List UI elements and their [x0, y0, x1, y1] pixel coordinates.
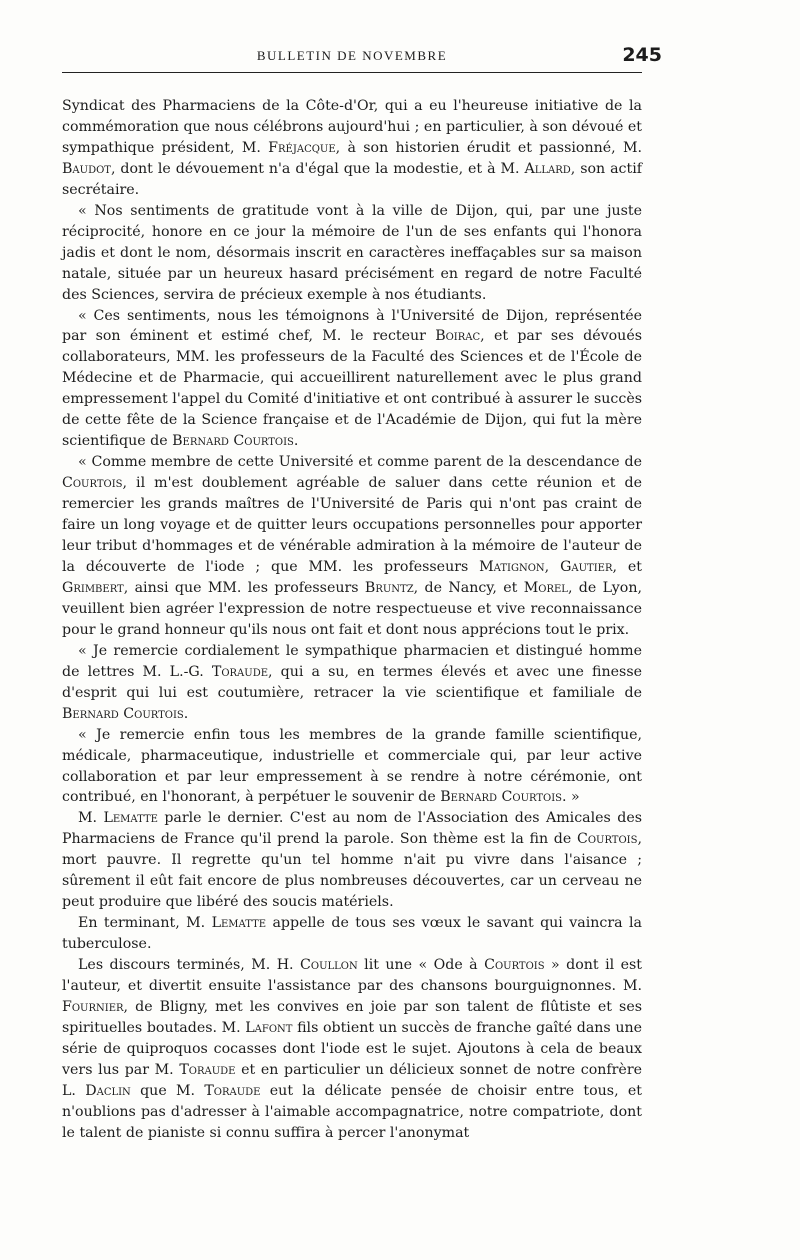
- text-run: , mort pauvre. Il regrette qu'un tel homme n'ait pu vivre dans l'aisance ; sûrement il eût fait encore de plus nombreuses découvertes, car un cerveau ne peut produire que libéré des soucis matériels.: [62, 831, 642, 911]
- body-text: [62, 96, 642, 1144]
- paragraph: [62, 913, 642, 955]
- text-run: , qui a su, en termes élevés et avec une finesse d'esprit qui lui est coutumière, retracer la vie scientifique et familiale de: [62, 663, 642, 701]
- text-run: eut la délicate pensée de choisir entre tous, et n'oublions pas d'adresser à l'aimable accompagnatrice, notre compatriote, dont le talent de pianiste si connu suffira à percer l'anonymat: [62, 1082, 642, 1141]
- text-run: , de Bligny, met les convives en joie par son talent de flûtiste et ses spirituelles boutades. M.: [62, 998, 642, 1036]
- running-header: [62, 44, 662, 73]
- paragraph: [62, 955, 642, 1144]
- text-run: « Je remercie enfin tous les membres de la grande famille scientifique, médicale, pharmaceutique, industrielle et commerciale qui, par leur active collaboration et par leur empressement à se rendre à notre cérémonie, ont contribué, en l'honorant, à perpétuer le souvenir de: [62, 726, 642, 806]
- text-run: et en particulier un délicieux sonnet de notre confrère L.: [62, 1061, 642, 1099]
- paragraph: [62, 641, 642, 725]
- text-run: ,: [544, 558, 561, 575]
- name-smallcaps: Bernard Courtois: [440, 789, 563, 806]
- name-smallcaps: Fournier: [62, 998, 124, 1015]
- text-run: , son actif secrétaire.: [62, 160, 642, 198]
- name-smallcaps: Toraude: [211, 663, 269, 680]
- page-number: 245: [622, 44, 662, 66]
- paragraph: [62, 306, 642, 453]
- name-smallcaps: Coullon: [300, 957, 358, 974]
- text-run: , à son historien érudit et passionné, M.: [335, 139, 642, 156]
- name-smallcaps: Courtois: [62, 475, 123, 492]
- text-run: Syndicat des Pharmaciens de la Côte-d'Or, qui a eu l'heureuse initiative de la commémoration que nous célébrons aujourd'hui ; en particulier, à son dévoué et sympathique président, M.: [62, 98, 642, 156]
- text-run: parle le dernier. C'est au nom de l'Association des Amicales des Pharmaciens de France qu'il prend la parole. Son thème est la fin de: [62, 810, 642, 848]
- name-smallcaps: Courtois: [576, 831, 638, 848]
- name-smallcaps: Bruntz: [364, 579, 414, 596]
- text-run: , ainsi que MM. les professeurs: [123, 579, 365, 596]
- text-run: , de Nancy, et: [413, 579, 524, 596]
- name-smallcaps: Boirac: [435, 328, 481, 345]
- text-run: En terminant, M.: [78, 915, 212, 932]
- name-smallcaps: Lematte: [211, 915, 267, 932]
- text-run: « Nos sentiments de gratitude vont à la ville de Dijon, qui, par une juste réciprocité, honore en ce jour la mémoire de l'un de ses enfants qui l'honora jadis et dont le nom, désormais inscrit en caractères ineffaçables sur sa maison natale, située par un heureux hasard précisément en regard de notre Faculté des Sciences, servira de précieux exemple à nos étudiants.: [62, 202, 642, 303]
- paragraph: [62, 201, 642, 306]
- text-run: M.: [78, 810, 104, 827]
- name-smallcaps: Lafont: [245, 1019, 293, 1036]
- text-run: .: [183, 705, 189, 722]
- name-smallcaps: Morel: [523, 579, 568, 596]
- text-run: , dont le dévouement n'a d'égal que la modestie, et à M.: [110, 160, 525, 177]
- text-run: fils obtient un succès de franche gaîté dans une série de quiproquos cocasses dont l'iode est le sujet. Ajoutons à cela de beaux vers lus par M.: [62, 1019, 642, 1078]
- name-smallcaps: Toraude: [179, 1061, 236, 1078]
- name-smallcaps: Bernard Courtois: [172, 433, 294, 450]
- name-smallcaps: Allard: [524, 160, 571, 177]
- text-run: « Ces sentiments, nous les témoignons à l'Université de Dijon, représentée par son éminent et estimé chef, M. le recteur: [62, 307, 642, 345]
- text-run: .: [293, 433, 299, 450]
- text-run: , de Lyon, veuillent bien agréer l'expression de notre respectueuse et vive reconnaissance pour le grand honneur qu'ils nous ont fait et dont nous apprécions tout le prix.: [62, 579, 642, 638]
- name-smallcaps: Lematte: [103, 810, 158, 827]
- text-run: lit une « Ode à: [357, 957, 485, 974]
- paragraph: [62, 808, 642, 913]
- text-run: » dont il est l'auteur, et divertit ensuite l'assistance par des chansons bourguignonnes. M.: [62, 957, 642, 995]
- name-smallcaps: Baudot: [62, 160, 111, 177]
- name-smallcaps: Grimbert: [62, 579, 124, 596]
- text-run: , et par ses dévoués collaborateurs, MM. les professeurs de la Faculté des Sciences et de l'École de Médecine et de Pharmacie, qui accueillirent naturellement avec le plus grand empressement l'appel du Comité d'initiative et ont contribué à assurer le succès de cette fête de la Science française et de l'Académie de Dijon, qui fut la mère scientifique de: [62, 328, 642, 450]
- running-title: BULLETIN DE NOVEMBRE: [256, 48, 448, 63]
- text-run: Les discours terminés, M. H.: [78, 957, 301, 974]
- name-smallcaps: Matignon: [479, 558, 545, 575]
- paragraph: [62, 96, 642, 201]
- text-run: que M.: [130, 1082, 205, 1099]
- name-smallcaps: Fréjacque: [268, 139, 336, 156]
- text-run: appelle de tous ses vœux le savant qui vaincra la tuberculose.: [62, 915, 642, 953]
- text-run: « Comme membre de cette Université et comme parent de la descendance de: [78, 454, 642, 471]
- text-run: , il m'est doublement agréable de saluer dans cette réunion et de remercier les grands maîtres de l'Université de Paris qui n'ont pas craint de faire un long voyage et de quitter leurs occupations personnelles pour apporter leur tribut d'hommages et de vénérable admiration à la mémoire de l'auteur de la découverte de l'iode ; que MM. les professeurs: [62, 475, 642, 575]
- name-smallcaps: Toraude: [204, 1082, 261, 1099]
- text-run: . »: [562, 789, 580, 806]
- paragraph: [62, 725, 642, 809]
- text-run: , et: [612, 558, 642, 575]
- text-run: « Je remercie cordialement le sympathique pharmacien et distingué homme de lettres M. L.-G.: [62, 642, 642, 680]
- name-smallcaps: Gautier: [560, 558, 613, 575]
- name-smallcaps: Daclin: [85, 1082, 131, 1099]
- paragraph: [62, 452, 642, 641]
- name-smallcaps: Bernard Courtois: [62, 705, 184, 722]
- name-smallcaps: Courtois: [484, 957, 545, 974]
